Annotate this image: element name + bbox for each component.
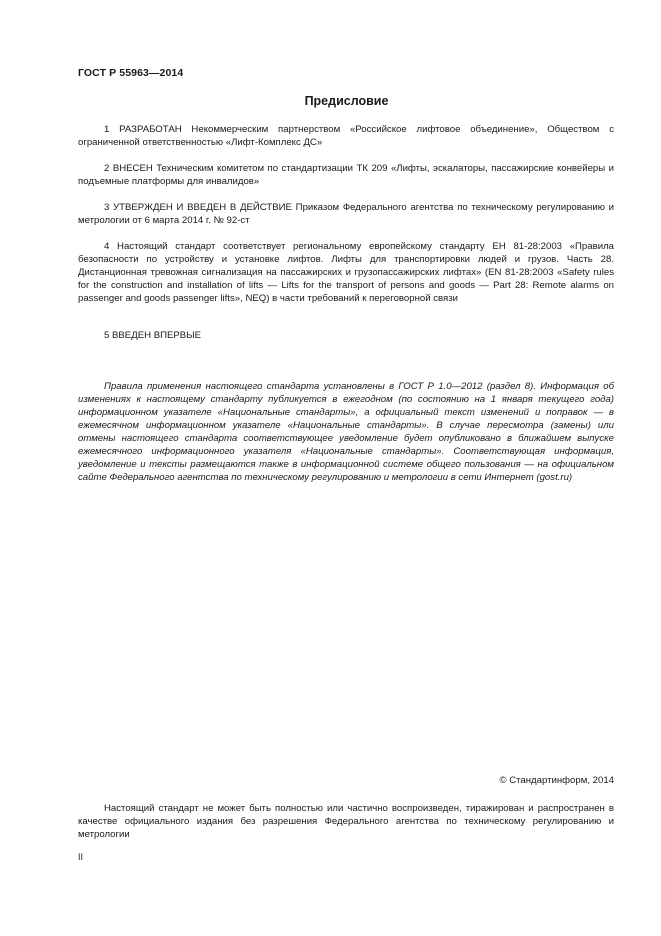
page-title: Предисловие [304, 94, 389, 108]
page-number: II [78, 852, 84, 862]
application-rules-notice: Правила применения настоящего стандарта установлены в ГОСТ Р 1.0—2012 (раздел 8). Информация об изменениях к настоящему стандарту публикуется в ежегодном (по состоянию на 1 января текущего года) информационном указателе «Национальные стандарты», а официальный текст изменений и поправок — в ежемесячном информационном указателе «Национальные стандарты». В случае пересмотра (замены) или отмены настоящего стандарта соответствующее уведомление будет опубликовано в ближайшем выпуске ежемесячного информационного указателя «Национальные стандарты». Соответствующая информация, уведомление и тексты размещаются также в информационной системе общего пользования — на официальном сайте Федерального агентства по техническому регулированию и метрологии в сети Интернет (gost.ru) [78, 381, 614, 483]
paragraph-correspondence: 4 Настоящий стандарт соответствует региональному европейскому стандарту ЕН 81-28:2003 «Правила безопасности по устройству и установке лифтов. Лифты для транспортировки людей и грузов. Часть 28. Дистанционная тревожная сигнализация на пассажирских и грузопассажирских лифтах» (EN 81-28:2003 «Safety rules for the construction and installation of lifts — Lifts for the transport of persons and goods — Part 28: Remote alarms on passenger and goods passenger lifts», NEQ) в части требований к переговорной связи [78, 241, 614, 304]
paragraph-developed-by: 1 РАЗРАБОТАН Некоммерческим партнерством «Российское лифтовое объединение», Обществом с ограниченной ответственностью «Лифт-Комплекс ДС» [78, 124, 614, 148]
standard-code: ГОСТ Р 55963—2014 [78, 67, 184, 79]
copyright: © Стандартинформ, 2014 [499, 775, 614, 786]
paragraph-introduced-by: 2 ВНЕСЕН Техническим комитетом по стандартизации ТК 209 «Лифты, эскалаторы, пассажирские конвейеры и подъемные платформы для инвалидов» [78, 163, 614, 187]
paragraph-first-introduced: 5 ВВЕДЕН ВПЕРВЫЕ [104, 330, 202, 341]
reproduction-notice: Настоящий стандарт не может быть полностью или частично воспроизведен, тиражирован и распространен в качестве официального издания без разрешения Федерального агентства по техническому регулированию и метрологии [78, 803, 614, 840]
paragraph-approved: 3 УТВЕРЖДЕН И ВВЕДЕН В ДЕЙСТВИЕ Приказом Федерального агентства по техническому регулированию и метрологии от 6 марта 2014 г. № 92-ст [78, 202, 614, 226]
